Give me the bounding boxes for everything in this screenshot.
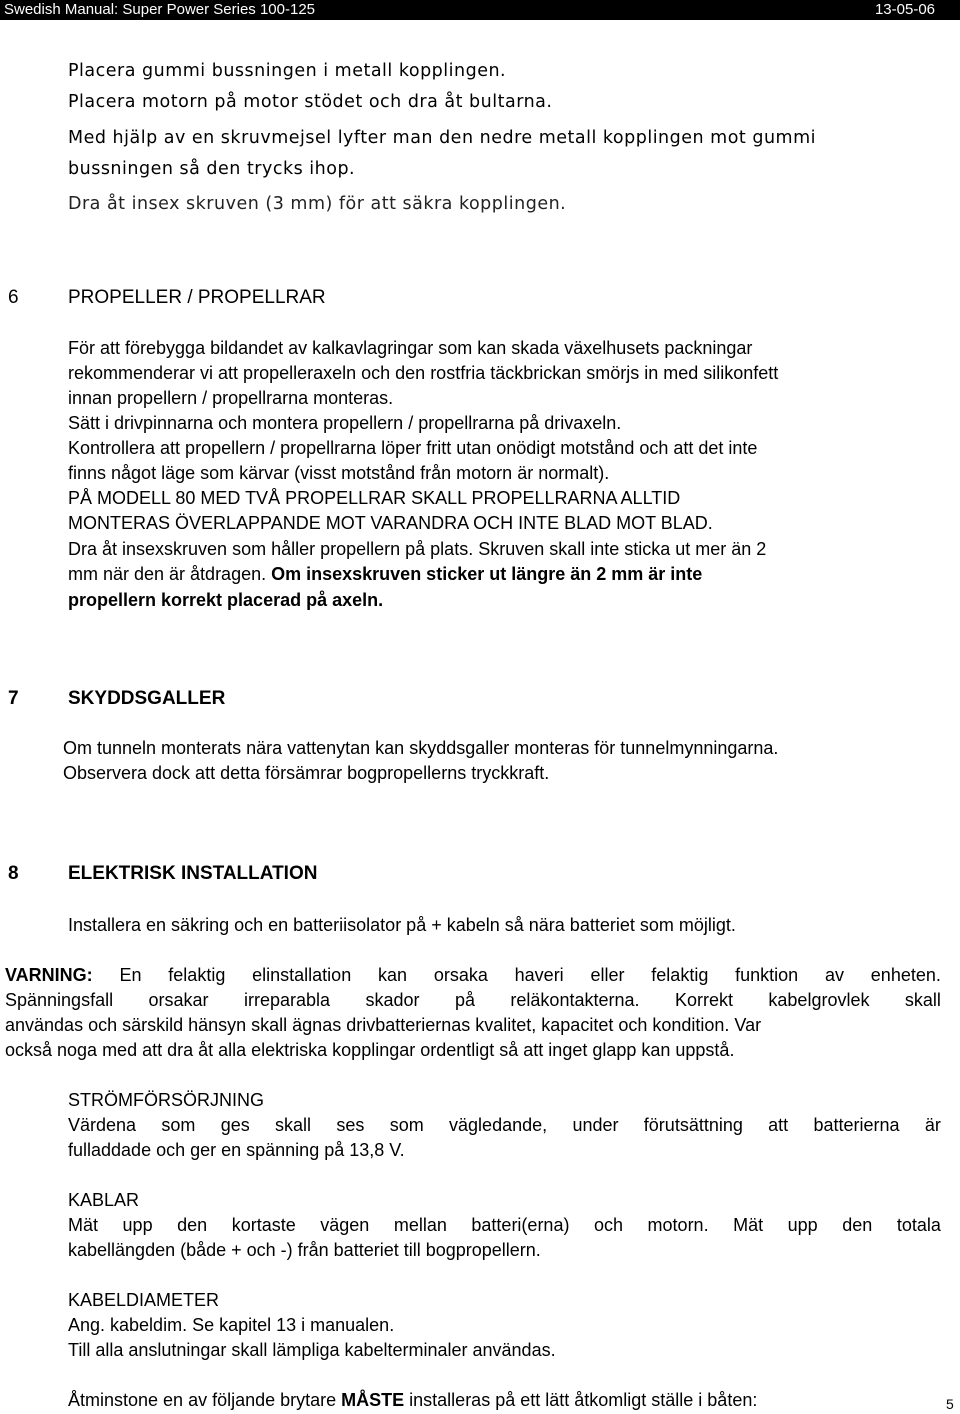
warning-label: VARNING:: [5, 965, 93, 985]
section7-number: 7: [8, 688, 19, 709]
section8-number: 8: [8, 863, 19, 884]
section7-line-1: Om tunneln monterats nära vattenytan kan skyddsgaller monteras för tunnelmynningarna.: [63, 738, 779, 758]
warning-line-1-word: enheten.: [870, 965, 941, 985]
warning-line-4: också noga med att dra åt alla elektriska kopplingar ordentligt så att inget glapp kan uppstå.: [5, 1040, 735, 1060]
intro-line-1: Placera gummi bussningen i metall kopplingen.: [68, 61, 507, 81]
warning-line-1-word: En: [119, 965, 142, 985]
cables-line-1-word: upp: [122, 1215, 153, 1235]
warning-line-1-word: haveri: [514, 965, 564, 985]
section6-line-4: Sätt i drivpinnarna och montera propellern / propellrarna på drivaxeln.: [68, 413, 622, 433]
switch-line: [68, 1389, 757, 1411]
section8-title: ELEKTRISK INSTALLATION: [68, 863, 318, 884]
power-line-1-word: batterierna: [813, 1115, 900, 1135]
section6-line-1: För att förebygga bildandet av kalkavlagringar som kan skada växelhusets packningar: [68, 338, 753, 358]
diameter-title: KABELDIAMETER: [68, 1290, 220, 1310]
cables-line-1-word: kortaste: [231, 1215, 296, 1235]
power-line-1-word: ges: [220, 1115, 250, 1135]
cables-line-1-word: Mät: [68, 1215, 99, 1235]
switch-line-end: installeras på ett lätt åtkomligt ställe i båten:: [404, 1390, 758, 1410]
section6-line-2: rekommenderar vi att propelleraxeln och den rostfria täckbrickan smörjs in med silikonfett: [68, 363, 779, 383]
section6-line-11-bold: propellern korrekt placerad på axeln.: [68, 590, 384, 610]
warning-line-2-word: Korrekt: [674, 990, 733, 1010]
cables-line-1-word: Mät: [733, 1215, 764, 1235]
section6-line-8: MONTERAS ÖVERLAPPANDE MOT VARANDRA OCH INTE BLAD MOT BLAD.: [68, 513, 713, 533]
intro-line-2: Placera motorn på motor stödet och dra åt bultarna.: [68, 92, 553, 112]
warning-line-2-word: på: [454, 990, 475, 1010]
power-line-1-word: är: [924, 1115, 941, 1135]
document-date: 13-05-06: [874, 1, 935, 18]
warning-line-1-word: orsaka: [433, 965, 488, 985]
cables-line-1-word: vägen: [320, 1215, 370, 1235]
cables-line-1-word: totala: [896, 1215, 941, 1235]
power-line-1: [68, 1114, 941, 1136]
intro-line-4: bussningen så den trycks ihop.: [68, 159, 356, 179]
warning-line-2: [5, 989, 941, 1011]
power-line-1-word: förutsättning: [643, 1115, 743, 1135]
section6-line-6: finns något läge som kärvar (visst motstånd från motorn är normalt).: [68, 463, 610, 483]
cables-title: KABLAR: [68, 1190, 140, 1210]
warning-line-2-word: kabelgrovlek: [768, 990, 870, 1010]
section6-line-5: Kontrollera att propellern / propellrarna löper fritt utan onödigt motstånd och att det inte: [68, 438, 758, 458]
power-line-1-word: skall: [275, 1115, 312, 1135]
cables-line-1-word: batteri(erna): [471, 1215, 570, 1235]
power-line-1-word: att: [768, 1115, 789, 1135]
section6-line-10-bold: Om insexskruven sticker ut längre än 2 mm är inte: [271, 564, 703, 584]
warning-line-1-word: kan: [378, 965, 408, 985]
section7-line-2: Observera dock att detta försämrar bogpropellerns tryckkraft.: [63, 763, 550, 783]
diameter-line-2: Till alla anslutningar skall lämpliga kabelterminaler användas.: [68, 1340, 556, 1360]
cables-line-1-word: mellan: [393, 1215, 447, 1235]
power-title: STRÖMFÖRSÖRJNING: [68, 1090, 264, 1110]
power-line-1-word: som: [161, 1115, 196, 1135]
warning-line-3: användas och särskild hänsyn skall ägnas drivbatteriernas kvalitet, kapacitet och kondition. Var: [5, 1015, 762, 1035]
cables-line-2: kabellängden (både + och -) från batteriet till bogpropellern.: [68, 1240, 541, 1260]
intro-line-5: Dra åt insex skruven (3 mm) för att säkra kopplingen.: [68, 194, 567, 214]
diameter-line-1: Ang. kabeldim. Se kapitel 13 i manualen.: [68, 1315, 395, 1335]
warning-line-2-word: skall: [904, 990, 941, 1010]
cables-line-1-word: upp: [787, 1215, 818, 1235]
page-number: 5: [946, 1396, 954, 1412]
warning-line-1: [5, 964, 941, 986]
warning-line-2-word: reläkontakterna.: [510, 990, 640, 1010]
cables-line-1-word: motorn.: [647, 1215, 709, 1235]
warning-line-1-word: funktion: [735, 965, 799, 985]
switch-line-bold: MÅSTE: [341, 1390, 405, 1410]
section6-line-10-normal: mm när den är åtdragen.: [68, 564, 272, 584]
section6-line-9: Dra åt insexskruven som håller propellern på plats. Skruven skall inte sticka ut mer än 2: [68, 539, 767, 559]
power-line-1-word: vägledande,: [449, 1115, 548, 1135]
warning-line-2-word: Spänningsfall: [5, 990, 114, 1010]
intro-line-3: Med hjälp av en skruvmejsel lyfter man den nedre metall kopplingen mot gummi: [68, 128, 817, 148]
warning-line-2-word: irreparabla: [244, 990, 331, 1010]
switch-line-start: Åtminstone en av följande brytare: [68, 1390, 342, 1410]
power-line-2: fulladdade och ger en spänning på 13,8 V.: [68, 1140, 405, 1160]
warning-line-1-word: elinstallation: [252, 965, 352, 985]
warning-line-1-word: felaktig: [168, 965, 226, 985]
power-line-1-word: Värdena: [68, 1115, 137, 1135]
power-line-1-word: ses: [336, 1115, 365, 1135]
section6-line-3: innan propellern / propellrarna monteras.: [68, 388, 394, 408]
cables-line-1-word: den: [842, 1215, 873, 1235]
section7-title: SKYDDSGALLER: [68, 688, 226, 709]
section6-title: PROPELLER / PROPELLRAR: [68, 287, 326, 308]
document-title: Swedish Manual: Super Power Series 100-125: [4, 1, 316, 18]
cables-line-1-word: och: [593, 1215, 624, 1235]
section6-number: 6: [8, 287, 19, 308]
cables-line-1: [68, 1214, 941, 1236]
section6-line-10: [68, 563, 702, 585]
cables-line-1-word: den: [177, 1215, 208, 1235]
power-line-1-word: som: [389, 1115, 424, 1135]
warning-line-1-word: eller: [590, 965, 625, 985]
power-line-1-word: under: [572, 1115, 619, 1135]
page-header: [0, 0, 960, 20]
warning-line-2-word: orsakar: [148, 990, 209, 1010]
warning-line-2-word: skador: [365, 990, 420, 1010]
section8-intro: Installera en säkring och en batteriisolator på + kabeln så nära batteriet som möjligt.: [68, 915, 736, 935]
section6-line-7: PÅ MODELL 80 MED TVÅ PROPELLRAR SKALL PROPELLRARNA ALLTID: [68, 488, 681, 508]
warning-line-1-word: av: [824, 965, 844, 985]
warning-line-1-word: felaktig: [651, 965, 709, 985]
